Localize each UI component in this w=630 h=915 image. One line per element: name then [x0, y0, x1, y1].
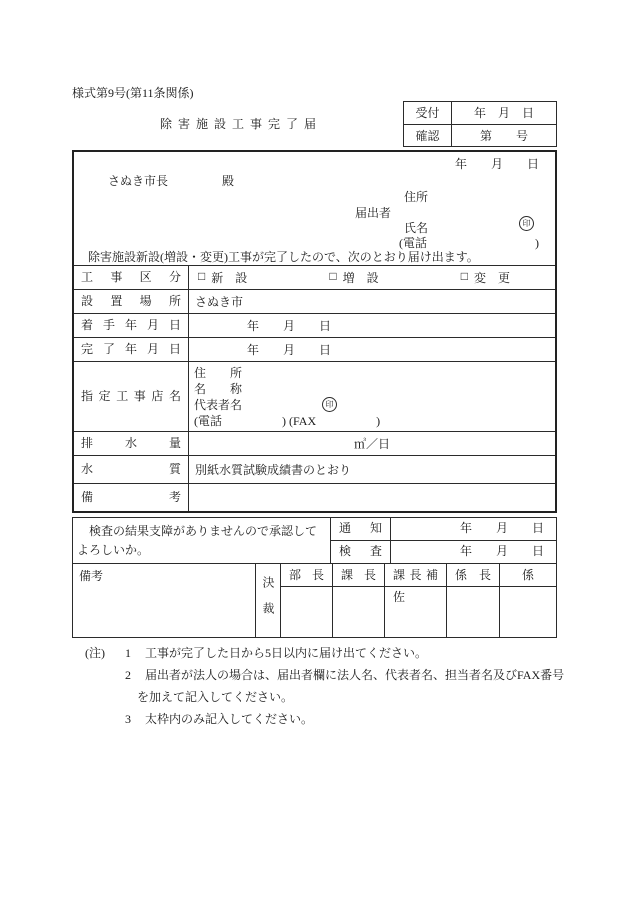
start-date-field: 年 月 日 — [247, 319, 332, 333]
applicant-role-label: 届出者 — [355, 206, 392, 220]
approval-question — [73, 518, 331, 563]
contractor-row — [74, 361, 555, 431]
checkbox-option-new[interactable] — [198, 269, 247, 286]
checkbox-icon[interactable]: □ — [329, 269, 337, 283]
water-quality-row — [74, 455, 555, 483]
approval-remarks-label: 備考 — [79, 569, 104, 583]
confirmation-number-field: 第 号 — [479, 128, 528, 143]
honorific: 殿 — [222, 174, 235, 188]
page-title: 除害施設工事完了届 — [159, 117, 322, 131]
checkbox-icon[interactable]: □ — [460, 269, 468, 283]
contractor-representative-line — [194, 397, 555, 413]
form-number: 様式第9号(第11条関係) — [72, 86, 194, 100]
contractor-address-label: 住 所 — [194, 365, 243, 380]
checkbox-icon[interactable]: □ — [198, 269, 206, 283]
note-number: 1 — [125, 646, 131, 660]
construction-type-label: 工事区分 — [74, 266, 189, 289]
location-row — [74, 289, 555, 313]
construction-type-options — [189, 266, 555, 289]
approver-header-kakaricho: 係長 — [447, 564, 499, 587]
inspection-date-field: 年 月 日 — [459, 544, 544, 558]
notes-section — [85, 642, 564, 730]
approver-header-kacho: 課長 — [333, 564, 384, 587]
notes-heading: (注) — [85, 646, 105, 660]
approval-question-line2: よろしいか。 — [77, 543, 150, 557]
approval-top-section — [73, 518, 556, 564]
declaration-text: 除害施設新設(増設・変更)工事が完了したので、次のとおり届け出ます。 — [88, 250, 479, 264]
completion-date-row — [74, 337, 555, 361]
note-text: 太枠内のみ記入してください。 — [145, 712, 314, 726]
addressee: さぬき市長 — [108, 174, 169, 188]
reception-label: 受付 — [404, 102, 452, 124]
contractor-phone-fax-field: (電話 ) (FAX ) — [194, 413, 381, 428]
remarks-label: 備考 — [74, 484, 189, 511]
approver-column-bucho — [281, 564, 333, 637]
approver-column-kakaricho — [447, 564, 500, 637]
applicant-phone-field: (電話 ) — [399, 236, 539, 250]
applicant-name-label: 氏名 — [404, 221, 429, 235]
approval-dates — [331, 518, 556, 563]
approver-column-kakari — [500, 564, 556, 637]
notice-date-field: 年 月 日 — [459, 521, 544, 535]
approver-sign-cell — [281, 587, 332, 637]
approver-column-kachohosa — [385, 564, 447, 637]
approver-column-kacho — [333, 564, 385, 637]
location-value: さぬき市 — [195, 295, 244, 309]
completion-date-field: 年 月 日 — [247, 343, 332, 357]
remarks-field — [189, 484, 555, 511]
confirmation-row — [404, 124, 556, 147]
inspection-row — [331, 541, 556, 563]
approval-table — [72, 517, 557, 638]
approval-bottom-section — [73, 564, 556, 637]
reception-date-field: 年 月 日 — [473, 106, 534, 121]
note-text: 工事が完了した日から5日以内に届け出てください。 — [145, 646, 428, 660]
drainage-row — [74, 431, 555, 455]
reception-table — [403, 101, 557, 147]
location-label: 設置場所 — [74, 290, 189, 313]
note-item-2 — [125, 664, 564, 708]
contractor-representative-label: 代表者名 — [194, 397, 243, 412]
start-date-row — [74, 313, 555, 337]
applicant-address-label: 住所 — [404, 190, 429, 204]
inspection-label: 検査 — [331, 541, 391, 563]
seal-icon: 印 — [322, 397, 337, 412]
note-number: 2 — [125, 668, 131, 682]
note-text: 届出者が法人の場合は、届出者欄に法人名、代表者名、担当者名及びFAX番号 — [145, 668, 565, 682]
approver-header-bucho: 部長 — [281, 564, 332, 587]
main-form-table — [72, 150, 557, 513]
drainage-label: 排水量 — [74, 432, 189, 455]
reception-row — [404, 102, 556, 124]
preamble-section — [74, 152, 555, 265]
approver-sign-cell — [500, 587, 556, 637]
water-quality-value: 別紙水質試験成績書のとおり — [195, 463, 352, 477]
confirmation-label: 確認 — [404, 125, 452, 147]
notice-label: 通知 — [331, 518, 391, 540]
seal-icon: 印 — [519, 216, 534, 231]
completion-date-label: 完了年月日 — [74, 338, 189, 361]
option-label-expand: 増 設 — [342, 271, 379, 285]
approval-question-line1: 検査の結果支障がありませんので承認して — [89, 524, 318, 538]
construction-type-row — [74, 265, 555, 289]
option-label-new: 新 設 — [211, 271, 248, 285]
approver-sign-cell — [385, 587, 446, 637]
water-quality-label: 水質 — [74, 456, 189, 483]
remarks-row — [74, 483, 555, 511]
drainage-unit-field: ㎥／日 — [353, 437, 390, 451]
contractor-label: 指定工事店名 — [74, 362, 189, 431]
approver-header-kakari: 係 — [500, 564, 556, 587]
checkbox-option-expand[interactable] — [329, 269, 378, 286]
approver-sign-cell — [333, 587, 384, 637]
decision-label: 決裁 — [256, 564, 281, 637]
notice-row — [331, 518, 556, 541]
note-number: 3 — [125, 712, 131, 726]
approver-header-kachohosa: 課長補佐 — [385, 564, 446, 587]
approver-sign-cell — [447, 587, 499, 637]
checkbox-option-change[interactable] — [461, 269, 510, 286]
contractor-name-label: 名 称 — [194, 381, 243, 396]
note-item-1 — [125, 642, 564, 664]
note-text: を加えて記入してください。 — [137, 690, 294, 704]
contractor-details — [189, 362, 555, 431]
option-label-change: 変 更 — [473, 271, 510, 285]
submission-date-field: 年 月 日 — [454, 157, 539, 171]
approval-remarks-cell — [73, 564, 256, 637]
note-item-3 — [125, 708, 564, 730]
start-date-label: 着手年月日 — [74, 314, 189, 337]
